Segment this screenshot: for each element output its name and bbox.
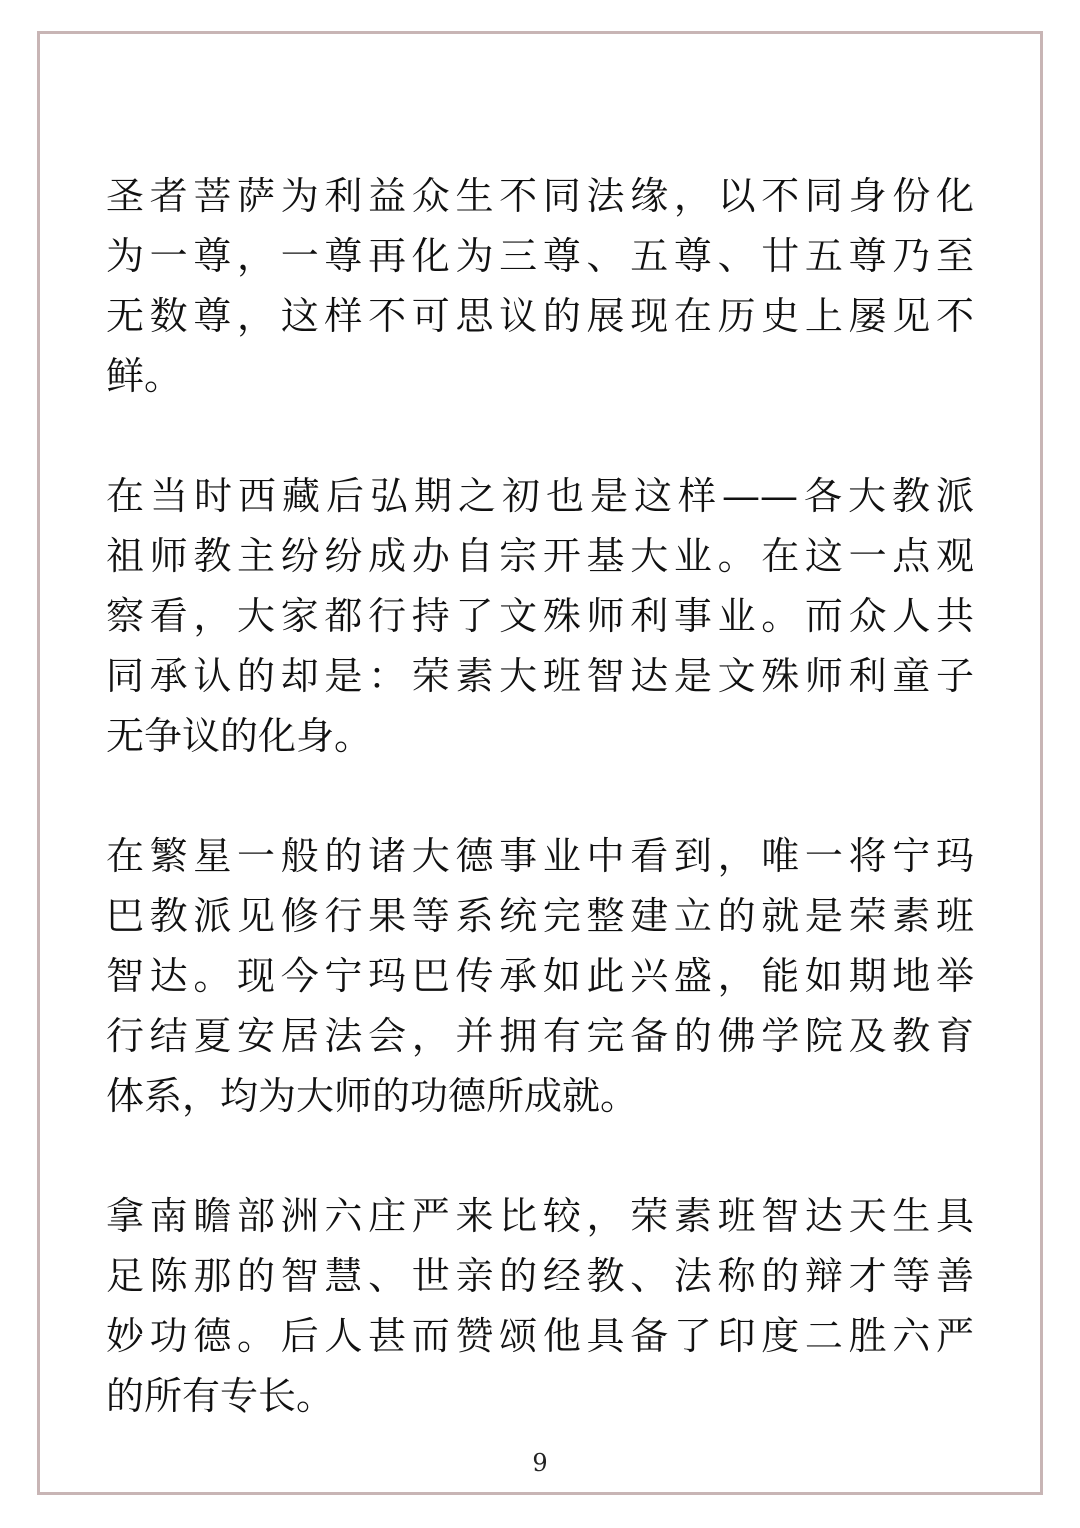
paragraph-2-line-5: 无争议的化身。 xyxy=(106,714,373,758)
paragraph-4-line-1: 拿南瞻部洲六庄严来比较，荣素班智达天生具 xyxy=(106,1194,974,1238)
paragraph-2-line-4: 同承认的却是：荣素大班智达是文殊师利童子 xyxy=(106,654,974,698)
paragraph-4-line-3: 妙功德。后人甚而赞颂他具备了印度二胜六严 xyxy=(106,1314,974,1358)
paragraph-3-line-5: 体系，均为大师的功德所成就。 xyxy=(106,1074,639,1118)
paragraph-1-line-4: 鲜。 xyxy=(106,354,183,398)
paragraph-1-line-2: 为一尊，一尊再化为三尊、五尊、廿五尊乃至 xyxy=(106,234,974,278)
page-number: 9 xyxy=(532,1449,548,1477)
paragraph-2-line-3: 察看，大家都行持了文殊师利事业。而众人共 xyxy=(106,594,974,638)
paragraph-1-line-1: 圣者菩萨为利益众生不同法缘，以不同身份化 xyxy=(106,174,974,218)
paragraph-2-line-1: 在当时西藏后弘期之初也是这样——各大教派 xyxy=(106,474,974,518)
paragraph-1-line-3: 无数尊，这样不可思议的展现在历史上屡见不 xyxy=(106,294,974,338)
paragraph-3-line-2: 巴教派见修行果等系统完整建立的就是荣素班 xyxy=(106,894,974,938)
paragraph-4-line-4: 的所有专长。 xyxy=(106,1374,335,1418)
paragraph-3-line-4: 行结夏安居法会，并拥有完备的佛学院及教育 xyxy=(106,1014,974,1058)
paragraph-4-line-2: 足陈那的智慧、世亲的经教、法称的辩才等善 xyxy=(106,1254,974,1298)
paragraph-2-line-2: 祖师教主纷纷成办自宗开基大业。在这一点观 xyxy=(106,534,974,578)
paragraph-3-line-3: 智达。现今宁玛巴传承如此兴盛，能如期地举 xyxy=(106,954,974,998)
paragraph-3-line-1: 在繁星一般的诸大德事业中看到，唯一将宁玛 xyxy=(106,834,974,878)
